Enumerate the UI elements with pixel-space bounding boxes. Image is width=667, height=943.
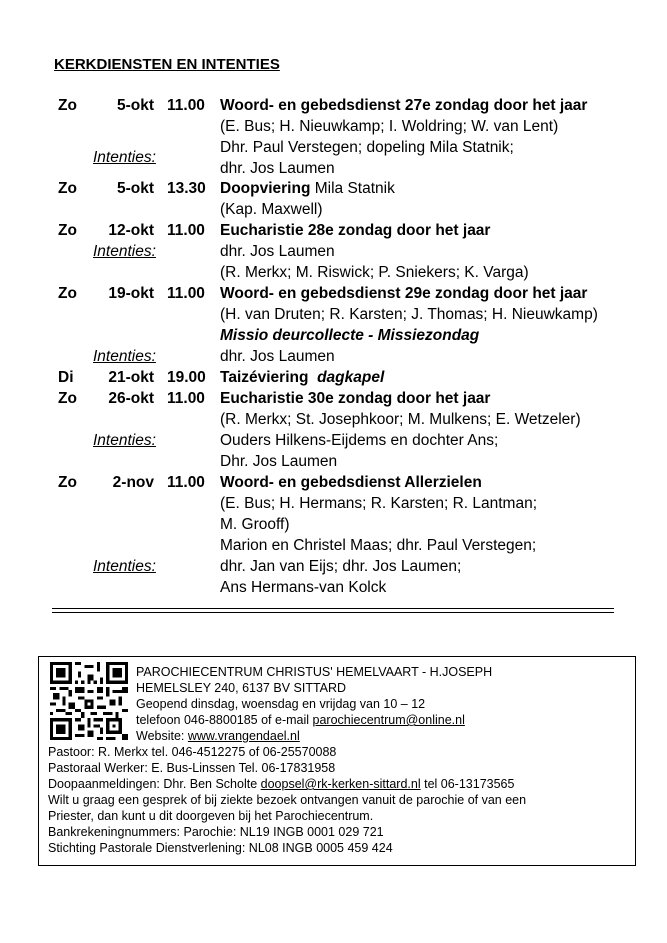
service-line [0,158,667,179]
service-date: 19-okt [108,285,154,302]
service-title: Eucharistie 30e zondag door het jaar [220,390,491,407]
intentions-label: Intenties: [93,149,156,166]
divider-top [52,608,614,609]
service-day: Zo [58,180,77,197]
contact-werker: Pastoraal Werker: E. Bus-Linssen Tel. 06-17831958 [48,761,336,775]
service-title: Woord- en gebedsdienst Allerzielen [220,474,482,491]
service-row [0,472,667,493]
service-row [0,283,667,304]
service-day: Zo [58,222,77,239]
service-row [0,367,667,388]
service-day: Zo [58,474,77,491]
service-line [0,514,667,535]
service-line [0,325,667,346]
contact-bank-1: Bankrekeningnummers: Parochie: NL19 INGB 0001 029 721 [48,825,384,839]
service-celebrants: (E. Bus; H. Hermans; R. Karsten; R. Lantman; [220,495,538,512]
service-title: Woord- en gebedsdienst 29e zondag door het jaar [220,285,588,302]
contact-bank-2: Stichting Pastorale Dienstverlening: NL08 INGB 0005 459 424 [48,841,393,855]
service-title-bold: Taizéviering [220,369,309,386]
service-celebrants: (R. Merkx; M. Riswick; P. Sniekers; K. Varga) [220,264,529,281]
service-time: 11.00 [167,474,205,491]
service-day: Zo [58,390,77,407]
service-line [0,262,667,283]
service-line [0,346,667,367]
service-celebrants: (R. Merkx; St. Josephkoor; M. Mulkens; E. Wetzeler) [220,411,581,428]
service-intention: Dhr. Paul Verstegen; dopeling Mila Statnik; [220,139,514,156]
service-time: 11.00 [167,285,205,302]
service-date: 5-okt [116,180,154,197]
service-time: 11.00 [167,222,205,239]
service-date: 26-okt [108,390,154,407]
service-title-rest: Mila Statnik [310,180,395,197]
service-line [0,409,667,430]
divider-bottom [52,612,614,613]
service-intention: Dhr. Jos Laumen [220,453,338,470]
service-intention: dhr. Jos Laumen [220,243,335,260]
service-date: 2-nov [112,474,154,491]
website-label: Website: [136,729,188,743]
intentions-label: Intenties: [93,432,156,449]
contact-address: HEMELSLEY 240, 6137 BV SITTARD [136,681,347,695]
service-line [0,199,667,220]
service-row [0,220,667,241]
service-day: Zo [58,285,77,302]
intentions-label: Intenties: [93,243,156,260]
service-location: dagkapel [317,369,385,386]
service-line [0,304,667,325]
service-title: Woord- en gebedsdienst 27e zondag door het jaar [220,97,588,114]
service-line [0,535,667,556]
doop-phone: tel 06-13173565 [420,777,515,791]
service-time: 13.30 [167,180,206,197]
contact-pastoor: Pastoor: R. Merkx tel. 046-4512275 of 06-25570088 [48,745,337,759]
service-intention: Ans Hermans-van Kolck [220,579,387,596]
service-date: 21-okt [108,369,154,386]
service-date: 12-okt [108,222,154,239]
service-note: Missio deurcollecte - Missiezondag [220,327,480,344]
service-time: 11.00 [167,390,205,407]
service-celebrants: (E. Bus; H. Nieuwkamp; I. Woldring; W. van Lent) [220,118,559,135]
doop-label: Doopaanmeldingen: Dhr. Ben Scholte [48,777,261,791]
service-title [220,178,395,199]
service-line [0,493,667,514]
contact-hours: Geopend dinsdag, woensdag en vrijdag van 10 – 12 [136,697,426,711]
service-time: 19.00 [167,369,206,386]
service-intention: dhr. Jan van Eijs; dhr. Jos Laumen; [220,558,462,575]
service-celebrants: (Kap. Maxwell) [220,201,323,218]
service-line [0,116,667,137]
service-line [0,451,667,472]
page-title: KERKDIENSTEN EN INTENTIES [54,56,280,73]
intentions-label: Intenties: [93,348,156,365]
contact-phone: telefoon 046-8800185 of e-mail [136,713,313,727]
service-line [0,430,667,451]
service-celebrants: (H. van Druten; R. Karsten; J. Thomas; H. Nieuwkamp) [220,306,598,323]
intentions-label: Intenties: [93,558,156,575]
service-title-bold: Doopviering [220,180,311,197]
service-date: 5-okt [116,97,154,114]
website-link[interactable]: www.vrangendael.nl [187,729,300,743]
contact-phone-line [136,713,465,728]
contact-name: PAROCHIECENTRUM CHRISTUS' HEMELVAART - H.JOSEPH [136,665,493,679]
contact-doop-line [48,777,514,792]
contact-website-line [136,729,300,744]
service-day: Zo [58,97,77,114]
service-line [0,577,667,598]
service-row [0,388,667,409]
contact-gesprek-2: Priester, dan kunt u dit doorgeven bij het Parochiecentrum. [48,809,374,823]
service-celebrants: M. Grooff) [220,516,290,533]
service-intention: dhr. Jos Laumen [220,348,335,365]
contact-gesprek-1: Wilt u graag een gesprek of bij ziekte bezoek ontvangen vanuit de parochie of van een [48,793,527,807]
service-day: Di [58,369,74,386]
service-line [0,241,667,262]
service-title [220,367,384,388]
service-intention: Marion en Christel Maas; dhr. Paul Verstegen; [220,537,537,554]
service-intention: Ouders Hilkens-Eijdems en dochter Ans; [220,432,499,449]
service-title: Eucharistie 28e zondag door het jaar [220,222,491,239]
service-row [0,178,667,199]
service-intention: dhr. Jos Laumen [220,160,335,177]
service-time: 11.00 [167,97,205,114]
service-line [0,556,667,577]
qr-code-icon [50,662,128,740]
doop-email-link[interactable]: doopsel@rk-kerken-sittard.nl [260,777,421,791]
service-row [0,95,667,116]
email-link[interactable]: parochiecentrum@online.nl [312,713,465,727]
